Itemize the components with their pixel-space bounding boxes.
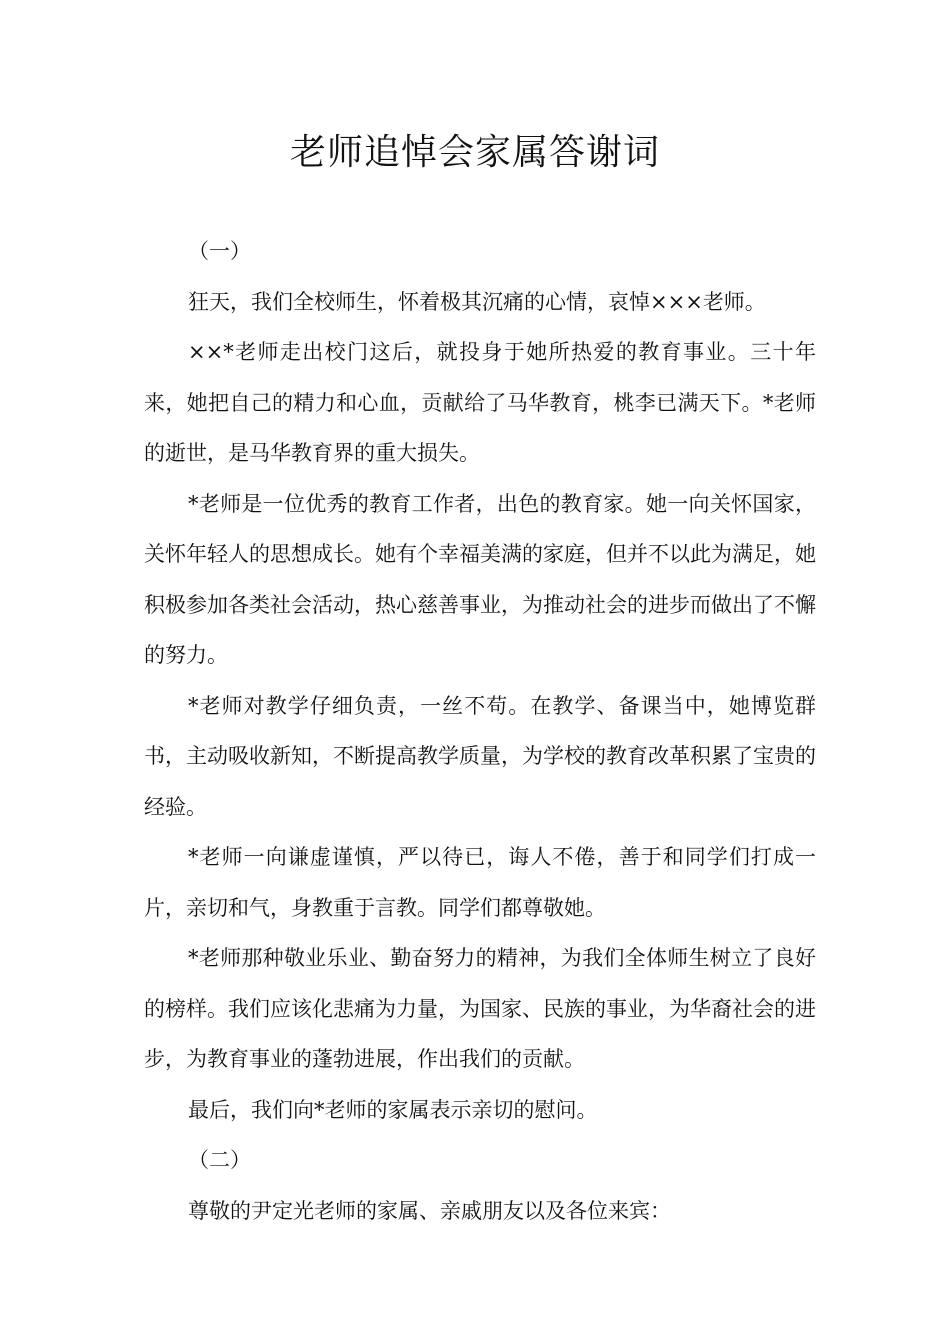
- document-title: 老师追悼会家属答谢词: [289, 132, 660, 173]
- paragraph: 最后，我们向*老师的家属表示亲切的慰问。: [188, 1097, 598, 1122]
- paragraph: *老师是一位优秀的教育工作者，出色的教育家。她一向关怀国家，关怀年轻人的思想成长。她有个幸福美满的家庭，但并不以此为满足，她积极参加各类社会活动，热心慈善事业，为推动社会的进步而做出了不懈的努力。: [144, 491, 816, 667]
- paragraph: *老师一向谦虚谨慎，严以待已，诲人不倦，善于和同学们打成一片，亲切和气，身教重于言教。同学们都尊敬她。: [144, 845, 816, 920]
- paragraph: 狂天，我们全校师生，怀着极其沉痛的心情，哀悼×××老师。: [188, 289, 766, 314]
- paragraph: *老师对教学仔细负责，一丝不苟。在教学、备课当中，她博览群书，主动吸收新知，不断提高教学质量，为学校的教育改革积累了宝贵的经验。: [144, 693, 816, 819]
- section-heading-1: （一）: [188, 239, 251, 263]
- section-heading-2: （二）: [188, 1148, 251, 1172]
- paragraph: 尊敬的尹定光老师的家属、亲戚朋友以及各位来宾：: [188, 1198, 671, 1223]
- paragraph: *老师那种敬业乐业、勤奋努力的精神，为我们全体师生树立了良好的榜样。我们应该化悲痛为力量，为国家、民族的事业，为华裔社会的进步，为教育事业的蓬勃进展，作出我们的贡献。: [144, 946, 816, 1071]
- document-body: [144, 226, 816, 1236]
- paragraph: ××*老师走出校门这后，就投身于她所热爱的教育事业。三十年来，她把自己的精力和心血，贡献给了马华教育，桃李已满天下。*老师的逝世，是马华教育界的重大损失。: [144, 340, 816, 465]
